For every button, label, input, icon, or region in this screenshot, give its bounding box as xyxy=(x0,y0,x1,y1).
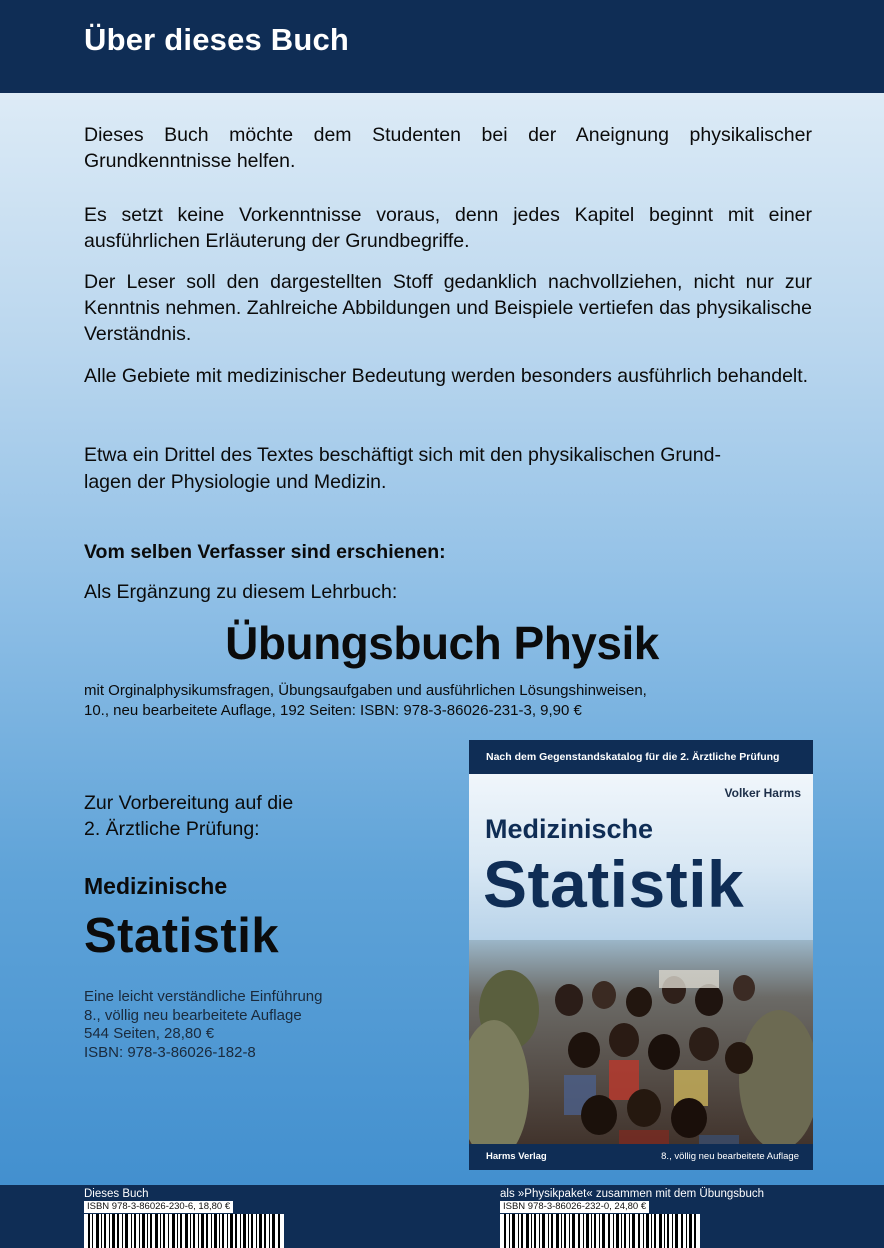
intro-paragraph-1: Dieses Buch möchte dem Studenten bei der Aneignung physikalischer Grundkenntnisse helfen. xyxy=(84,124,812,172)
footer-left-label: Dieses Buch xyxy=(84,1188,149,1200)
also-published-heading: Vom selben Verfasser sind erschienen: xyxy=(84,541,446,563)
exercise-book-title: Übungsbuch Physik xyxy=(225,617,659,669)
cover-top-band: Nach dem Gegenstandskatalog für die 2. Ärztliche Prüfung xyxy=(469,740,813,774)
footer-right-label: als »Physikpaket« zusammen mit dem Übungsbuch xyxy=(500,1188,764,1200)
statistik-detail-1: Eine leicht verständliche Einführung xyxy=(84,988,323,1005)
paragraph-5-line-1: Etwa ein Drittel des Textes beschäftigt sich mit den physikalischen Grund- xyxy=(84,444,721,466)
intro-paragraph-3: Der Leser soll den dargestellten Stoff gedanklich nachvollziehen, nicht nur zur Kenntnis nehmen. Zahlreiche Abbildungen und Beispiele vertiefen das physikalische Verständnis. xyxy=(84,271,812,345)
book-cover xyxy=(469,740,813,1170)
cover-crowd-photo xyxy=(469,940,813,1170)
statistik-detail-3: 544 Seiten, 28,80 € xyxy=(84,1025,215,1042)
statistik-title: Statistik xyxy=(84,909,280,963)
supplement-intro: Als Ergänzung zu diesem Lehrbuch: xyxy=(84,581,398,603)
statistik-details xyxy=(84,988,322,1062)
statistik-detail-4: ISBN: 978-3-86026-182-8 xyxy=(84,1043,256,1061)
footer-left-isbn: ISBN 978-3-86026-230-6, 18,80 € xyxy=(84,1201,233,1213)
exam-prep-line-2: 2. Ärztliche Prüfung: xyxy=(84,818,260,840)
exercise-book-description-2: 10., neu bearbeitete Auflage, 192 Seiten: ISBN: 978-3-86026-231-3, 9,90 € xyxy=(84,702,582,719)
cover-bottom-band xyxy=(469,1144,813,1170)
cover-title-small: Medizinische xyxy=(485,814,654,844)
right-barcode xyxy=(500,1214,700,1248)
intro-paragraph-4: Alle Gebiete mit medizinischer Bedeutung werden besonders ausführlich behandelt. xyxy=(84,365,809,387)
cover-publisher: Harms Verlag xyxy=(486,1151,547,1162)
intro-paragraph-2: Es setzt keine Vorkenntnisse voraus, denn jedes Kapitel beginnt mit einer ausführlichen Erläuterung der Grundbegriffe. xyxy=(84,204,812,252)
footer-right-isbn: ISBN 978-3-86026-232-0, 24,80 € xyxy=(500,1201,649,1213)
paragraph-5-line-2: lagen der Physiologie und Medizin. xyxy=(84,471,387,493)
statistik-subtitle: Medizinische xyxy=(84,873,228,899)
exam-prep-line-1: Zur Vorbereitung auf die xyxy=(84,792,294,814)
cover-author: Volker Harms xyxy=(724,786,801,800)
statistik-detail-2: 8., völlig neu bearbeitete Auflage xyxy=(84,1006,302,1024)
cover-edition: 8., völlig neu bearbeitete Auflage xyxy=(661,1151,799,1162)
exercise-book-description-1: mit Orginalphysikumsfragen, Übungsaufgaben und ausführlichen Lösungshinweisen, xyxy=(84,682,647,699)
page-title: Über dieses Buch xyxy=(84,22,350,57)
header-bar xyxy=(0,0,884,93)
cover-title-large: Statistik xyxy=(483,847,745,921)
left-barcode xyxy=(84,1214,284,1248)
